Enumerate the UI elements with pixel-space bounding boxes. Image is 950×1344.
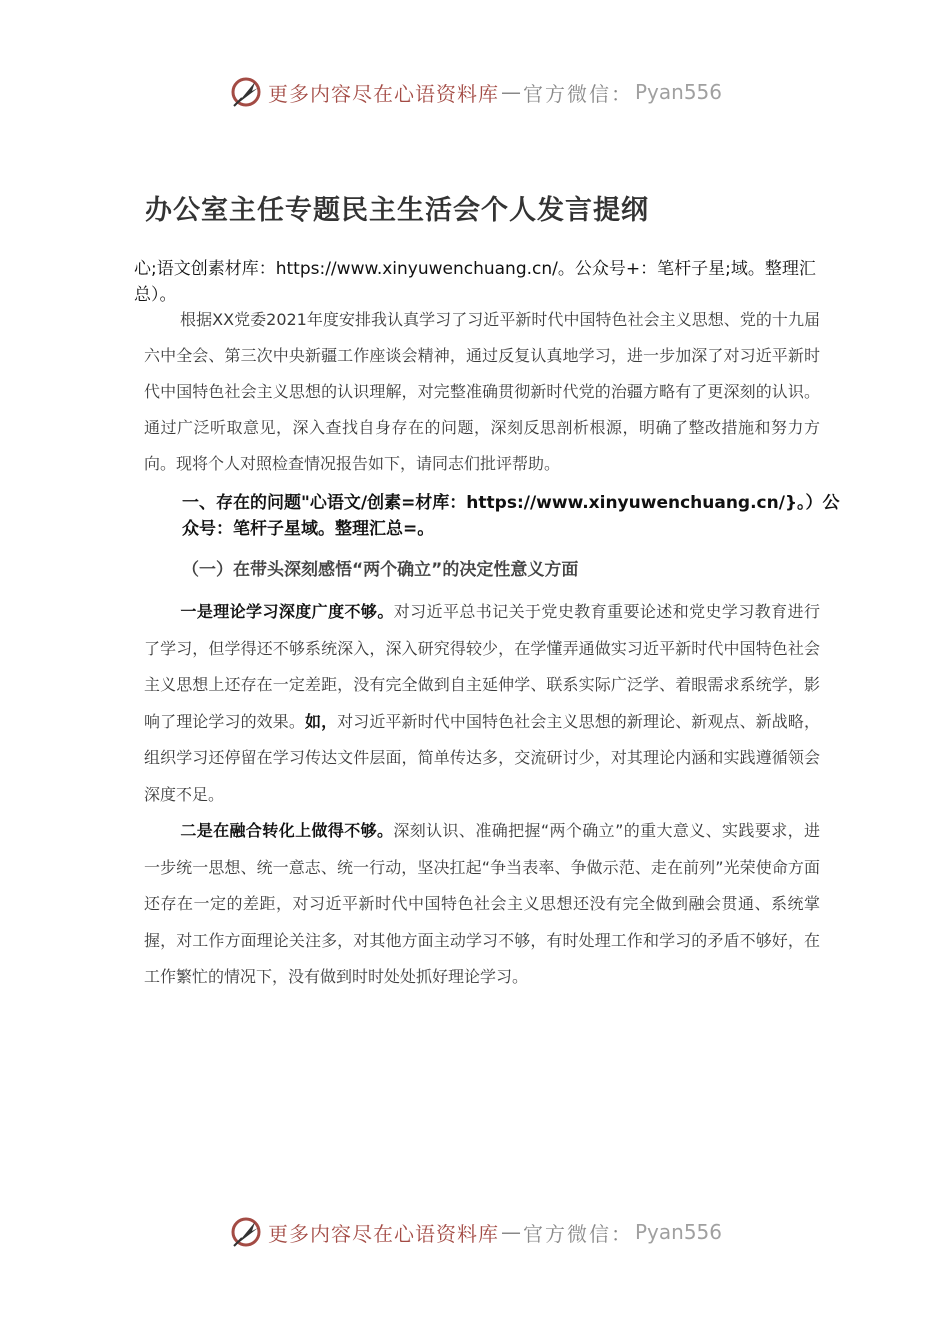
- banner-wechat-label: 官方微信：: [522, 1221, 633, 1246]
- point-one-text: 对习近平总书记关于党史教育重要论述和党史学习教育进行了学习，但学得还不够系统深入，深入研究得较少，在学懂弄通做实习近平新时代中国特色社会主义思想上还存在一定差距，没有完全做到自主延伸学、联系实际广泛学、着眼需求系统学，影响了理论学习的效果。: [144, 602, 820, 731]
- point-one-example-text: 对习近平新时代中国特色社会主义思想的新理论、新观点、新战略，组织学习还停留在学习传达文件层面，简单传达多，交流研讨少，对其理论内涵和实践遵循领会深度不足。: [144, 711, 820, 804]
- point-two-text: 深刻认识、准确把握“两个确立”的重大意义、实践要求，进一步统一思想、统一意志、统一行动，坚决扛起“争当表率、争做示范、走在前列”光荣使命方面还存在一定的差距，对习近平新时代中国特色社会主义思想还没有完全做到融会贯通、系统掌握，对工作方面理论关注多，对其他方面主动学习不够，有时处理工作和学习的矛盾不够好，在工作繁忙的情况下，没有做到时时处处抓好理论学习。: [144, 821, 820, 986]
- banner-wechat-id: Pyan556: [634, 80, 722, 104]
- banner-separator: —: [500, 80, 521, 104]
- point-two-paragraph: [144, 813, 820, 996]
- point-one-example-marker: 如，: [304, 711, 338, 731]
- source-note: 心;语文创素材库：https://www.xinyuwenchuang.cn/。公众号+：笔杆子星;域。整理汇总）。: [134, 259, 816, 305]
- subsection-heading: （一）在带头深刻感悟“两个确立”的决定性意义方面: [182, 560, 579, 580]
- intro-paragraph: [144, 302, 820, 482]
- quill-logo-icon: [228, 1214, 264, 1250]
- section-heading: 一、存在的问题"心语文/创素=材库：https://www.xinyuwenchuang.cn/}。）公众号：笔杆子星域。整理汇总=。: [182, 493, 840, 539]
- point-one-lead: 一是理论学习深度广度不够。: [180, 602, 394, 621]
- banner-wechat-id: Pyan556: [634, 1220, 722, 1244]
- document-title: 办公室主任专题民主生活会个人发言提纲: [145, 195, 649, 226]
- header-banner: [0, 72, 950, 112]
- banner-tagline: 更多内容尽在心语资料库: [267, 81, 499, 106]
- point-one-paragraph: [144, 594, 820, 813]
- quill-logo-icon: [228, 74, 264, 110]
- intro-text: 根据XX党委2021年度安排我认真学习了习近平新时代中国特色社会主义思想、党的十九届六中全会、第三次中央新疆工作座谈会精神，通过反复认真地学习，进一步加深了对习近平新时代中国特色社会主义思想的认识理解，对完整准确贯彻新时代党的治疆方略有了更深刻的认识。通过广泛听取意见，深入查找自身存在的问题，深刻反思剖析根源，明确了整改措施和努力方向。现将个人对照检查情况报告如下，请同志们批评帮助。: [144, 310, 820, 473]
- banner-wechat-label: 官方微信：: [522, 81, 633, 106]
- footer-banner: [0, 1212, 950, 1252]
- banner-tagline: 更多内容尽在心语资料库: [267, 1221, 499, 1246]
- point-two-lead: 二是在融合转化上做得不够。: [180, 821, 394, 840]
- banner-separator: —: [500, 1220, 521, 1244]
